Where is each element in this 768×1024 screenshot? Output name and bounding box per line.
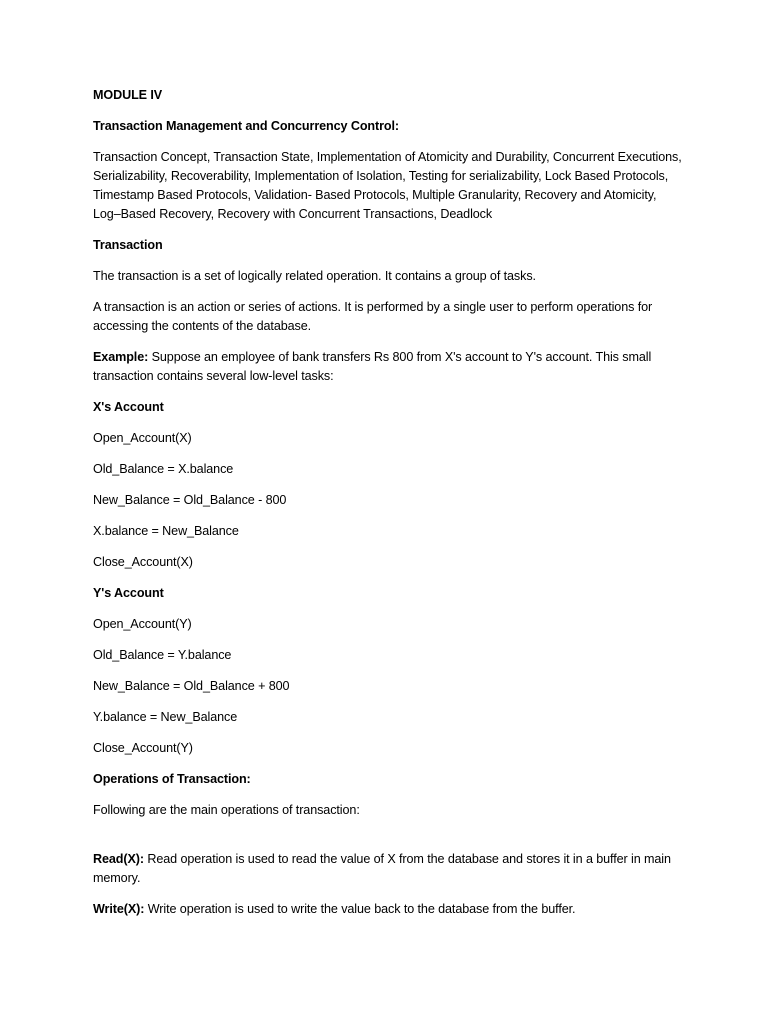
y-account-step: Close_Account(Y) bbox=[93, 741, 193, 755]
action-paragraph: A transaction is an action or series of actions. It is performed by a single user to perform operations for accessing the contents of the database. bbox=[93, 300, 653, 333]
x-account-step: X.balance = New_Balance bbox=[93, 524, 239, 538]
write-operation-paragraph bbox=[93, 900, 683, 919]
x-account-step: Old_Balance = X.balance bbox=[93, 462, 234, 476]
x-account-step: Close_Account(X) bbox=[93, 555, 193, 569]
definition-paragraph: The transaction is a set of logically related operation. It contains a group of tasks. bbox=[93, 269, 536, 283]
x-account-step: New_Balance = Old_Balance - 800 bbox=[93, 493, 287, 507]
operations-heading: Operations of Transaction: bbox=[93, 772, 251, 786]
topics-paragraph: Transaction Concept, Transaction State, Implementation of Atomicity and Durability, Concurrent Executions, Serializability, Recoverability, Implementation of Isolation, Testing for serializability, Lock Based Protocols, Timestamp Based Protocols, Validation- Based Protocols, Multiple Granularity, Recovery and Atomicity, Log–Based Recovery, Recovery with Concurrent Transactions, Deadlock bbox=[93, 150, 682, 221]
document-body bbox=[93, 86, 683, 931]
y-account-step: Open_Account(Y) bbox=[93, 617, 192, 631]
section-title: Transaction Management and Concurrency Control: bbox=[93, 119, 399, 133]
y-account-step: Y.balance = New_Balance bbox=[93, 710, 238, 724]
read-operation-paragraph bbox=[93, 850, 683, 888]
x-account-step: Open_Account(X) bbox=[93, 431, 192, 445]
transaction-heading: Transaction bbox=[93, 238, 163, 252]
example-paragraph bbox=[93, 348, 683, 386]
read-label: Read(X): bbox=[93, 852, 144, 866]
operations-intro: Following are the main operations of transaction: bbox=[93, 803, 360, 817]
read-text: Read operation is used to read the value of X from the database and stores it in a buffer in main memory. bbox=[93, 852, 671, 885]
module-heading: MODULE IV bbox=[93, 88, 163, 102]
write-text: Write operation is used to write the value back to the database from the buffer. bbox=[144, 902, 576, 916]
x-account-heading: X's Account bbox=[93, 400, 164, 414]
y-account-step: Old_Balance = Y.balance bbox=[93, 648, 232, 662]
y-account-step: New_Balance = Old_Balance + 800 bbox=[93, 679, 290, 693]
write-label: Write(X): bbox=[93, 902, 145, 916]
example-label: Example: bbox=[93, 350, 149, 364]
example-text: Suppose an employee of bank transfers Rs 800 from X's account to Y's account. This small transaction contains several low-level tasks: bbox=[93, 350, 652, 383]
y-account-heading: Y's Account bbox=[93, 586, 164, 600]
